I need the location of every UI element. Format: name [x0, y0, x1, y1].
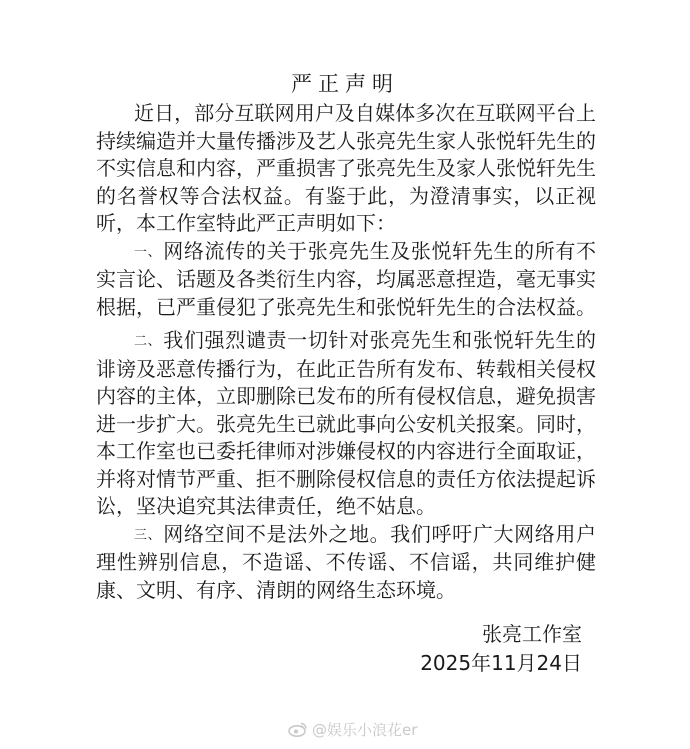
clause-three: [96, 521, 596, 605]
document-title: 严正声明: [291, 72, 399, 96]
clause-two: [96, 327, 596, 521]
clause-one: [96, 238, 596, 322]
clause-three-text: 网络空间不是法外之地。我们呼吁广大网络用户理性辨别信息，不造谣、不传谣、不信谣，共同维护健康、文明、有序、清朗的网络生态环境。: [96, 521, 596, 602]
signature-date: 2025年11月24日: [420, 651, 582, 675]
clause-one-text: 网络流传的关于张亮先生及张悦轩先生的所有不实言论、话题及各类衍生内容，均属恶意捏造，毫无事实根据，已严重侵犯了张亮先生和张悦轩先生的合法权益。: [96, 238, 596, 319]
document-body: [96, 100, 596, 604]
clause-two-text: 我们强烈谴责一切针对张亮先生和张悦轩先生的诽谤及恶意传播行为，在此正告所有发布、转载相关侵权内容的主体，立即删除已发布的所有侵权信息，避免损害进一步扩大。张亮先生已就此事向公安机关报案。同时，本工作室也已委托律师对涉嫌侵权的内容进行全面取证，并将对情节严重、拒不删除侵权信息的责任方依法提起诉讼，坚决追究其法律责任，绝不姑息。: [96, 328, 596, 518]
clause-one-number: 一、: [134, 244, 162, 260]
signature-name: 张亮工作室: [482, 622, 582, 646]
watermark-text: @娱乐小浪花er: [312, 720, 418, 739]
clause-two-number: 二、: [134, 334, 162, 349]
watermark: [288, 718, 417, 740]
weibo-icon: [288, 721, 308, 737]
intro-paragraph: 近日，部分互联网用户及自媒体多次在互联网平台上持续编造并大量传播涉及艺人张亮先生家人张悦轩先生的不实信息和内容，严重损害了张亮先生及家人张悦轩先生的名誉权等合法权益。有鉴于此，为澄清事实，以正视听，本工作室特此严正声明如下：: [96, 101, 596, 235]
clause-three-number: 三、: [134, 527, 162, 543]
